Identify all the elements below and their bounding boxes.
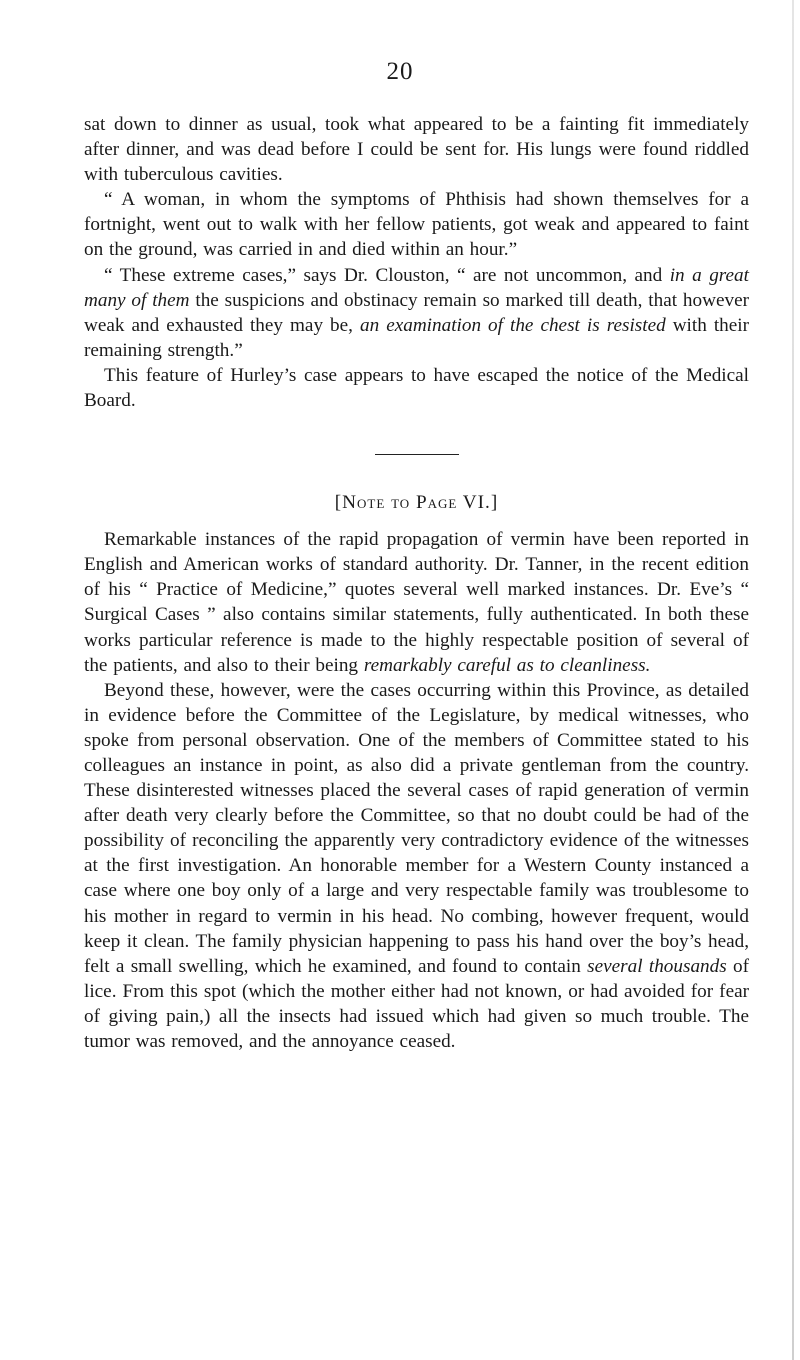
paragraph-continuation: sat down to dinner as usual, took what appeared to be a fainting fit immediately after dinner, and was dead before I could be sent for. His lungs were found riddled with tuberculous cavities. — [84, 114, 749, 186]
clouston-text-2: the suspicions and obstinacy remain so marked till death, that however weak and exhausted they may be, — [84, 289, 749, 336]
note-heading — [84, 492, 749, 514]
clouston-italic-1: in a great many of them — [84, 264, 749, 311]
beyond-italic: several thousands — [587, 955, 727, 977]
page-number: 20 — [386, 58, 414, 85]
paragraph-beyond — [84, 678, 749, 1054]
clouston-italic-2: an examination of the chest is resisted — [359, 314, 666, 336]
note-label: Note to Page — [342, 492, 458, 514]
paragraph-hurley: This feature of Hurley’s case appears to have escaped the notice of the Medical Board. — [84, 364, 749, 412]
paragraph-clouston — [84, 263, 749, 363]
note-open-bracket: [ — [334, 492, 343, 514]
section-divider — [375, 454, 459, 455]
clouston-text-1: “ These extreme cases,” says Dr. Clouston, “ are not uncommon, and — [104, 264, 670, 286]
remarkable-italic: remarkably careful as to cleanliness. — [363, 654, 651, 676]
clouston-text-3: with their remaining strength.” — [84, 314, 749, 361]
remarkable-text-1: Remarkable instances of the rapid propagation of vermin have been reported in English and American works of standard authority. Dr. Tanner, in the recent edition of his “ Practice of Medicine,” quotes several well marked instances. Dr. Eve’s “ Surgical Cases ” also contains similar statements, fully authenticated. In both these works particular reference is made to the highly respectable position of several of the patients, and also to their being — [84, 529, 749, 676]
note-ref: VI.] — [457, 492, 499, 514]
page-edge — [792, 0, 794, 1360]
paragraph-remarkable — [84, 527, 749, 678]
body-text — [84, 112, 749, 1054]
beyond-text-1: Beyond these, however, were the cases occurring within this Province, as detailed in evidence before the Committee of the Legislature, by medical witnesses, who spoke from personal observation. One of the members of Committee stated to his colleagues an instance in point, as also did a private gentleman from the country. These disinterested witnesses placed the several cases of rapid generation of vermin after death very clearly before the Committee, so that no doubt could be had of the possibility of reconciling the apparently very contradictory evidence of the witnesses at the first investigation. An honorable member for a Western County instanced a case where one boy only of a large and very respectable family was troublesome to his mother in regard to vermin in his head. No combing, however frequent, would keep it clean. The family physician happening to pass his hand over the boy’s head, felt a small swelling, which he examined, and found to contain — [84, 679, 749, 977]
beyond-text-2: of lice. From this spot (which the mother either had not known, or had avoided for fear of giving pain,) all the insects had issued which had given so much trouble. The tumor was removed, and the annoyance ceased. — [84, 955, 749, 1052]
paragraph-quote-woman: “ A woman, in whom the symptoms of Phthisis had shown themselves for a fortnight, went out to walk with her fellow patients, got weak and appeared to faint on the ground, was carried in and died within an hour.” — [84, 189, 749, 261]
